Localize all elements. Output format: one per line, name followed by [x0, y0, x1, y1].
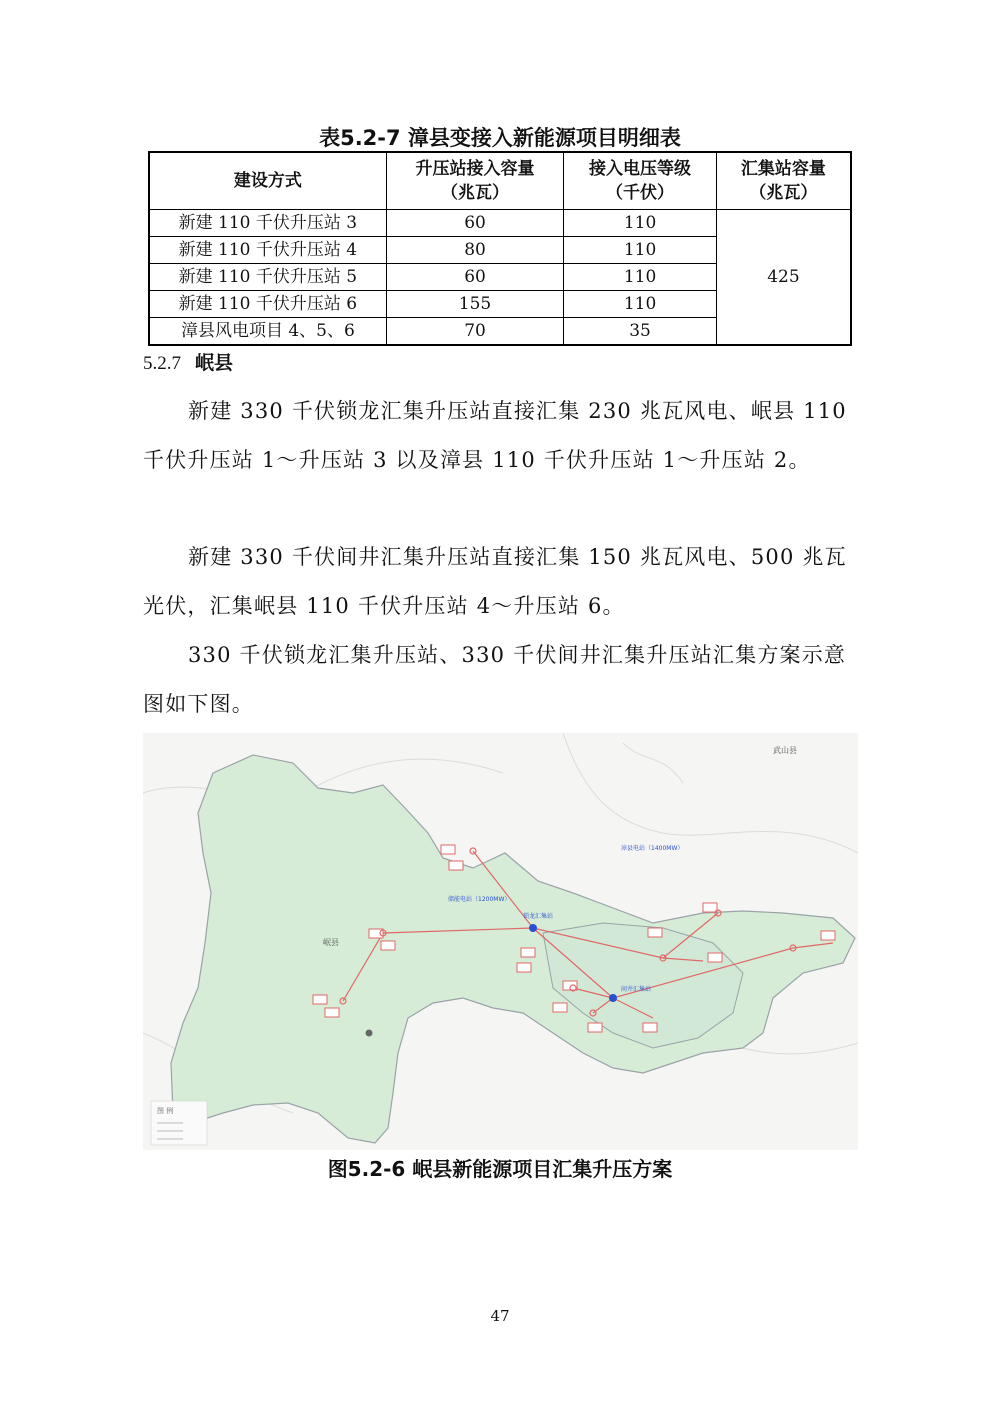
label-hub-suolong: 锁龙汇集站	[523, 913, 554, 920]
section-number: 5.2.7	[143, 353, 181, 374]
map-figure	[143, 733, 858, 1150]
map-legend	[151, 1101, 207, 1145]
legend-title: 图 例	[157, 1107, 174, 1115]
cell-method: 新建 110 千伏升压站 5	[149, 264, 386, 291]
page-number: 47	[490, 1307, 510, 1325]
label-storage-2: 漳县电站（1400MW）	[621, 845, 684, 852]
body-paragraph: 新建 330 千伏锁龙汇集升压站直接汇集 230 兆瓦风电、岷县 110 千伏升压站 1～升压站 3 以及漳县 110 千伏升压站 1～升压站 2。	[143, 399, 847, 472]
section-name: 岷县	[195, 352, 234, 374]
section-heading	[143, 348, 233, 375]
hub-suolong-marker	[529, 924, 537, 932]
header-voltage-level: 接入电压等级 （千伏）	[564, 152, 717, 210]
header-construction-method: 建设方式	[149, 152, 386, 210]
hub-jianjing-marker	[609, 994, 617, 1002]
cell-capacity: 60	[386, 210, 563, 237]
project-detail-table	[148, 151, 852, 346]
cell-voltage: 35	[564, 318, 717, 346]
body-paragraph: 330 千伏锁龙汇集升压站、330 千伏间井汇集升压站汇集方案示意图如下图。	[143, 643, 847, 716]
cell-voltage: 110	[564, 291, 717, 318]
header-substation-capacity: 升压站接入容量 （兆瓦）	[386, 152, 563, 210]
county-seat-marker	[366, 1030, 373, 1037]
cell-voltage: 110	[564, 264, 717, 291]
cell-capacity: 80	[386, 237, 563, 264]
label-wushan: 武山县	[773, 746, 797, 755]
header-hub-capacity: 汇集站容量 （兆瓦）	[716, 152, 851, 210]
cell-capacity: 70	[386, 318, 563, 346]
figure-caption: 图5.2-6 岷县新能源项目汇集升压方案	[327, 1157, 673, 1181]
body-paragraph: 新建 330 千伏间井汇集升压站直接汇集 150 兆瓦风电、500 兆瓦光伏，汇集岷县 110 千伏升压站 4～升压站 6。	[143, 545, 847, 618]
table-title: 表5.2-7 漳县变接入新能源项目明细表	[319, 126, 681, 150]
cell-voltage: 110	[564, 237, 717, 264]
table-row	[149, 210, 851, 237]
cell-method: 新建 110 千伏升压站 3	[149, 210, 386, 237]
cell-method: 新建 110 千伏升压站 6	[149, 291, 386, 318]
cell-method: 漳县风电项目 4、5、6	[149, 318, 386, 346]
label-hub-jianjing: 间井汇集站	[621, 986, 652, 993]
cell-hub-capacity: 425	[716, 210, 851, 346]
cell-method: 新建 110 千伏升压站 4	[149, 237, 386, 264]
cell-capacity: 60	[386, 264, 563, 291]
label-minxian: 岷县	[323, 938, 339, 947]
label-storage-1: 储能电站（1200MW）	[448, 896, 511, 903]
table-header-row	[149, 152, 851, 210]
cell-capacity: 155	[386, 291, 563, 318]
cell-voltage: 110	[564, 210, 717, 237]
